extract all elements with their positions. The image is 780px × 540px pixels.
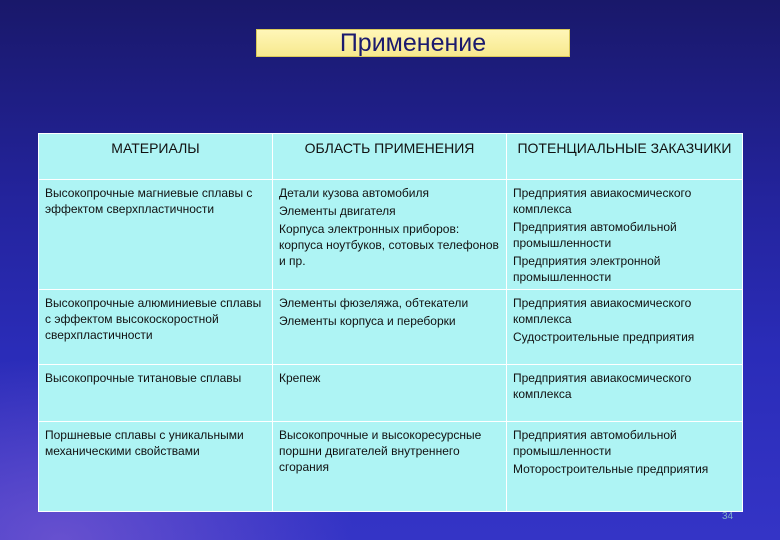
- customer-item: Предприятия автомобильной промышленности: [513, 220, 677, 250]
- applications-table: [38, 133, 743, 512]
- application-item: Элементы двигателя: [279, 204, 396, 218]
- table-row: [39, 422, 743, 512]
- material-cell: [39, 290, 273, 365]
- customers-cell: [507, 290, 743, 365]
- table-row: [39, 180, 743, 290]
- application-cell: [273, 180, 507, 290]
- application-item: Корпуса электронных приборов: корпуса ноутбуков, сотовых телефонов и пр.: [279, 222, 499, 268]
- application-item: Высокопрочные и высокоресурсные поршни двигателей внутреннего сгорания: [279, 428, 482, 474]
- customers-cell: [507, 422, 743, 512]
- material-text: Высокопрочные магниевые сплавы с эффектом сверхпластичности: [45, 186, 253, 216]
- application-item: Элементы фюзеляжа, обтекатели: [279, 296, 469, 310]
- customer-item: Предприятия электронной промышленности: [513, 254, 661, 284]
- table-row: [39, 365, 743, 422]
- application-item: Элементы корпуса и переборки: [279, 314, 456, 328]
- customer-item: Предприятия авиакосмического комплекса: [513, 296, 692, 326]
- application-cell: [273, 290, 507, 365]
- customers-cell: [507, 180, 743, 290]
- header-materials: МАТЕРИАЛЫ: [39, 134, 273, 180]
- material-cell: [39, 422, 273, 512]
- material-text: Высокопрочные титановые сплавы: [45, 371, 242, 385]
- table-row: [39, 290, 743, 365]
- customer-item: Предприятия авиакосмического комплекса: [513, 186, 692, 216]
- application-item: Крепеж: [279, 371, 321, 385]
- application-cell: [273, 365, 507, 422]
- slide-title-box: [256, 29, 570, 57]
- header-application-area: ОБЛАСТЬ ПРИМЕНЕНИЯ: [273, 134, 507, 180]
- customers-cell: [507, 365, 743, 422]
- material-cell: [39, 365, 273, 422]
- table-header-row: [39, 134, 743, 180]
- customer-item: Предприятия автомобильной промышленности: [513, 428, 677, 458]
- application-cell: [273, 422, 507, 512]
- material-text: Поршневые сплавы с уникальными механическими свойствами: [45, 428, 244, 458]
- header-potential-customers: ПОТЕНЦИАЛЬНЫЕ ЗАКАЗЧИКИ: [507, 134, 743, 180]
- customer-item: Судостроительные предприятия: [513, 330, 695, 344]
- customer-item: Предприятия авиакосмического комплекса: [513, 371, 692, 401]
- customer-item: Моторостроительные предприятия: [513, 462, 709, 476]
- slide-number: 34: [722, 511, 734, 522]
- slide-title: Применение: [339, 29, 487, 57]
- application-item: Детали кузова автомобиля: [279, 186, 429, 200]
- material-cell: [39, 180, 273, 290]
- material-text: Высокопрочные алюминиевые сплавы с эффектом высокоскоростной сверхпластичности: [45, 296, 262, 342]
